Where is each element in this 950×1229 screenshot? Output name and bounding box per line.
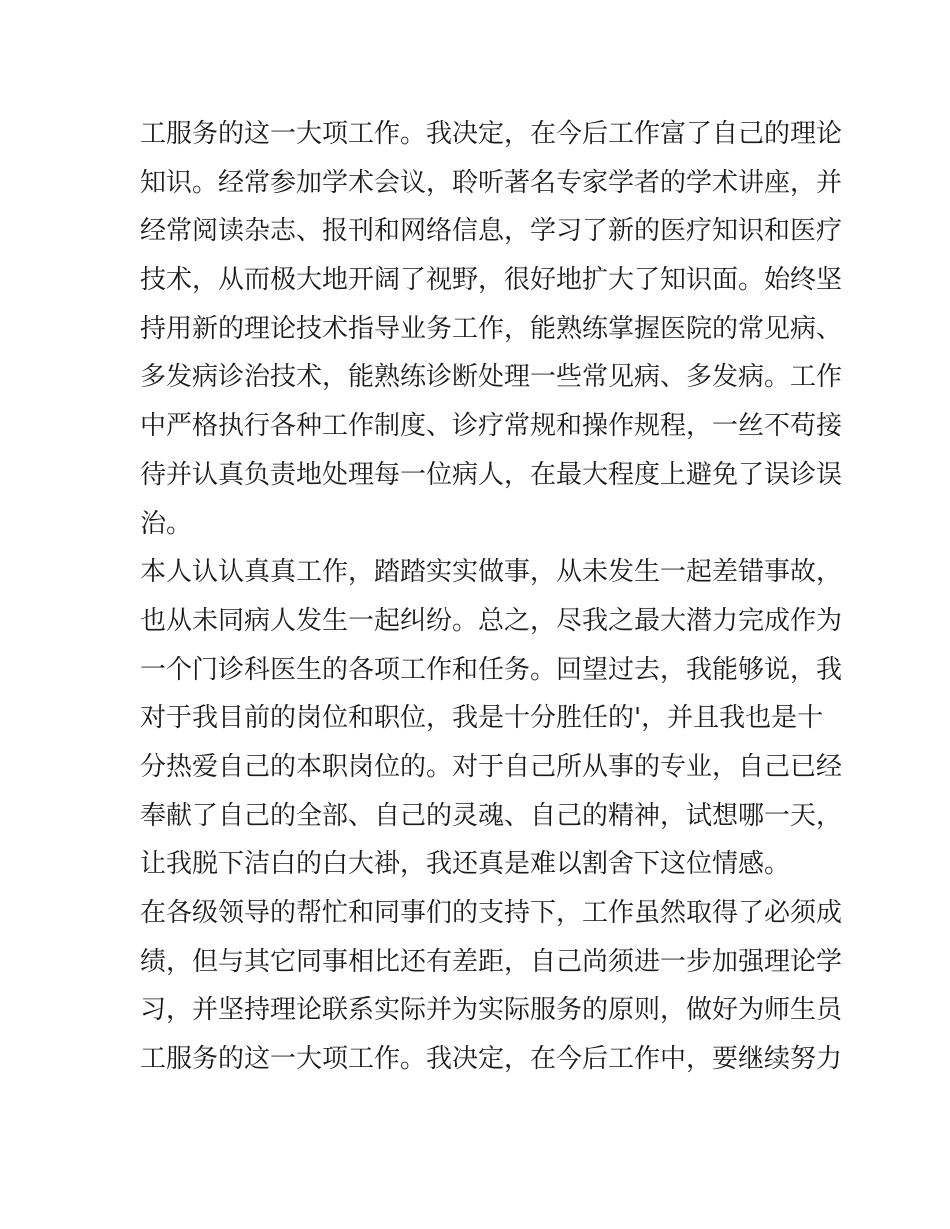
- text-line: 知识。经常参加学术会议，聆听著名专家学者的学术讲座，并: [140, 167, 843, 198]
- text-line: 待并认真负责地处理每一位病人，在最大程度上避免了误诊误: [140, 459, 843, 490]
- text-line: 让我脱下洁白的白大褂，我还真是难以割舍下这位情感。: [140, 849, 791, 880]
- text-line: 也从未同病人发生一起纠纷。总之，尽我之最大潜力完成作为: [140, 605, 843, 636]
- text-line: 治。: [140, 508, 193, 539]
- text-line: 技术，从而极大地开阔了视野，很好地扩大了知识面。始终坚: [140, 265, 843, 296]
- text-line: 多发病诊治技术，能熟练诊断处理一些常见病、多发病。工作: [140, 362, 843, 393]
- text-line: 本人认认真真工作，踏踏实实做事，从未发生一起差错事故，: [140, 557, 843, 588]
- text-line: 工服务的这一大项工作。我决定，在今后工作富了自己的理论: [140, 119, 843, 149]
- text-line: 分热爱自己的本职岗位的。对于自己所从事的专业，自己已经: [140, 751, 843, 782]
- text-line: 经常阅读杂志、报刊和网络信息，学习了新的医疗知识和医疗: [140, 216, 843, 247]
- text-line: 一个门诊科医生的各项工作和任务。回望过去，我能够说，我: [140, 654, 843, 685]
- text-line: 对于我目前的岗位和职位，我是十分胜任的'，并且我也是十: [140, 703, 824, 734]
- text-line: 在各级领导的帮忙和同事们的支持下，工作虽然取得了必须成: [140, 898, 843, 928]
- text-line: 习，并坚持理论联系实际并为实际服务的原则，做好为师生员: [140, 995, 843, 1026]
- text-line: 奉献了自己的全部、自己的灵魂、自己的精神，试想哪一天，: [140, 800, 843, 831]
- text-line: 中严格执行各种工作制度、诊疗常规和操作规程，一丝不苟接: [140, 411, 843, 442]
- body-text: [140, 110, 843, 1084]
- text-line: 绩，但与其它同事相比还有差距，自己尚须进一步加强理论学: [140, 946, 843, 977]
- text-line: 持用新的理论技术指导业务工作，能熟练掌握医院的常见病、: [140, 313, 843, 344]
- text-line: 工服务的这一大项工作。我决定，在今后工作中，要继续努力: [140, 1044, 843, 1075]
